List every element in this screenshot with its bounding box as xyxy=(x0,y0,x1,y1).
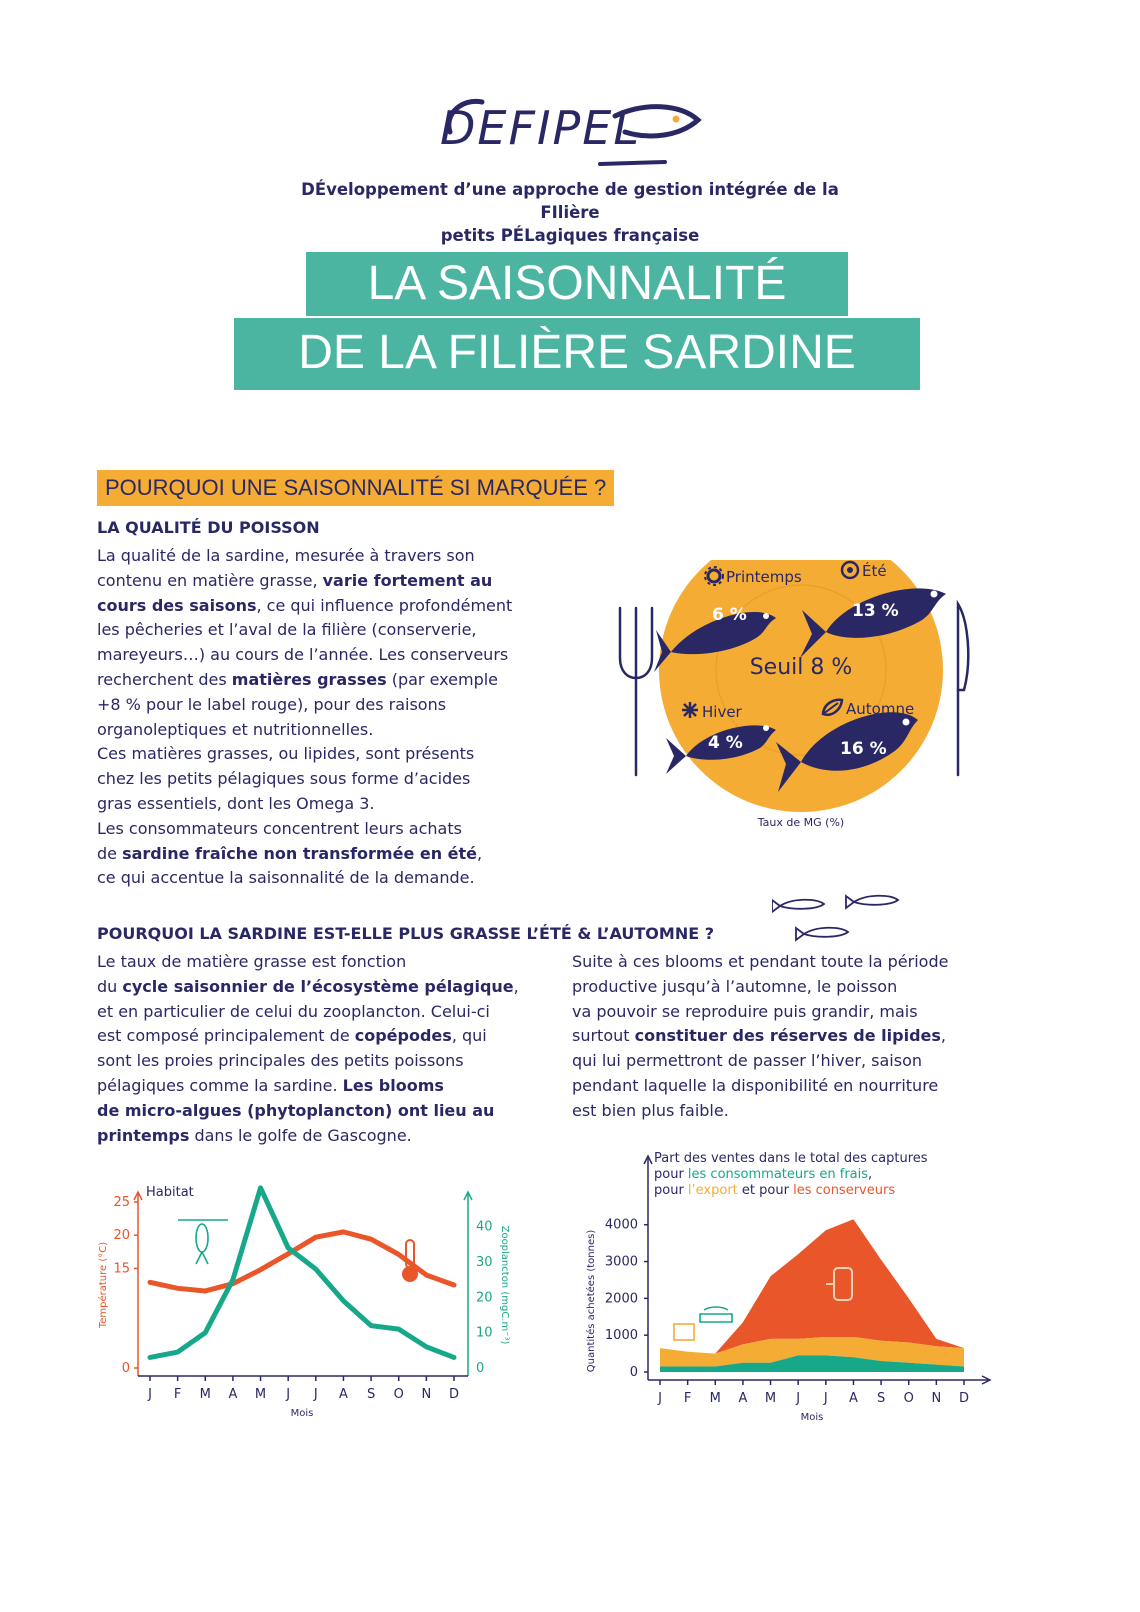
ecosystem-paragraph-bold-text: de micro-algues (phytoplancton) ont lieu au xyxy=(97,1100,495,1120)
ecosystem-paragraph-text: du xyxy=(97,976,123,996)
lipids-paragraph-line xyxy=(572,950,948,975)
quality-paragraph-text: La qualité de la sardine, mesurée à travers son xyxy=(97,546,475,565)
quality-paragraph-text: Les consommateurs concentrent leurs achats xyxy=(97,818,462,838)
lipids-paragraph-text: pendant laquelle la disponibilité en nourriture xyxy=(572,1075,939,1095)
page-title-line-2: DE LA FILIÈRE SARDINE xyxy=(234,318,920,390)
y-axis-label: Quantités achetées (tonnes) xyxy=(586,1229,597,1373)
x-tick-label: J xyxy=(148,1387,152,1402)
quality-paragraph-line xyxy=(97,792,512,817)
chart-title: Habitat xyxy=(146,1185,194,1200)
y-right-axis-label: Zooplancton (mgC.m⁻³) xyxy=(499,1225,510,1345)
quality-paragraph-text: , ce qui influence profondément xyxy=(256,595,513,615)
y-tick-label: 3000 xyxy=(604,1254,638,1270)
x-tick-label: A xyxy=(228,1387,238,1402)
y-tick-label: 25 xyxy=(113,1195,130,1210)
quality-paragraph-line xyxy=(97,693,512,718)
lipids-paragraph-line xyxy=(572,1024,948,1049)
quality-paragraph-bold-text: cours des saisons xyxy=(97,595,257,615)
x-tick-label: N xyxy=(421,1387,432,1402)
x-tick-label: A xyxy=(339,1387,348,1402)
quality-paragraph-line xyxy=(97,742,512,767)
season-printemps: Printemps xyxy=(726,568,802,586)
quality-paragraph-text: contenu en matière grasse, xyxy=(97,570,323,590)
lipids-paragraph-text: Suite à ces blooms et pendant toute la période xyxy=(572,952,949,971)
y-tick-label: 4000 xyxy=(604,1217,638,1233)
sales-chart xyxy=(580,1150,1020,1420)
quality-paragraph-text: ce qui accentue la saisonnalité de la demande. xyxy=(97,868,475,888)
quality-paragraph-line xyxy=(97,594,512,619)
quality-paragraph-bold-text: sardine fraîche non transformée en été xyxy=(122,843,478,863)
ecosystem-paragraph-line xyxy=(97,1074,519,1099)
x-tick-label: J xyxy=(658,1391,662,1406)
decorative-fish-icons xyxy=(772,890,932,946)
title-part: , xyxy=(868,1167,873,1182)
section-heading-why-fat: POURQUOI LA SARDINE EST-ELLE PLUS GRASSE L’ÉTÉ & L’AUTOMNE ? xyxy=(97,924,714,943)
quality-paragraph-text: mareyeurs…) au cours de l’année. Les conserveurs xyxy=(97,645,509,665)
knife-icon xyxy=(958,604,968,775)
x-tick-label: S xyxy=(876,1391,886,1406)
x-tick-label: J xyxy=(286,1387,291,1402)
title-part: les conserveurs xyxy=(793,1183,896,1198)
ecosystem-paragraph-line xyxy=(97,1000,519,1025)
y-tick-label: 0 xyxy=(121,1361,130,1376)
quality-paragraph-line xyxy=(97,643,512,668)
ecosystem-paragraph-text: , xyxy=(513,976,519,996)
paragraph-ecosystem xyxy=(97,950,519,1148)
ecosystem-paragraph-line xyxy=(97,1024,519,1049)
y-right-tick-label: 30 xyxy=(476,1255,493,1271)
ecosystem-paragraph-bold-text: copépodes xyxy=(354,1026,452,1046)
y-tick-label: 2000 xyxy=(604,1291,638,1307)
value-automne: 16 % xyxy=(840,739,887,759)
ecosystem-paragraph-text: et en particulier de celui du zooplancton. Celui-ci xyxy=(97,1001,490,1021)
ecosystem-paragraph-text: dans le golfe de Gascogne. xyxy=(189,1125,412,1145)
y-tick-label: 0 xyxy=(629,1365,638,1380)
value-ete: 13 % xyxy=(852,601,899,621)
ecosystem-paragraph-text: pélagiques comme la sardine. xyxy=(97,1075,343,1095)
x-tick-label: M xyxy=(254,1387,267,1402)
ecosystem-paragraph-text: est composé principalement de xyxy=(97,1026,355,1046)
ecosystem-paragraph-line xyxy=(97,1124,519,1149)
quality-paragraph-line xyxy=(97,842,512,867)
quality-paragraph-line xyxy=(97,866,512,891)
title-part: les consommateurs en frais xyxy=(687,1167,869,1182)
lipids-paragraph-bold-text: constituer des réserves de lipides xyxy=(634,1026,941,1046)
quality-paragraph-bold-text: varie fortement au xyxy=(322,570,493,590)
lipids-paragraph-text: qui lui permettront de passer l’hiver, saison xyxy=(572,1051,922,1071)
lipids-paragraph-line xyxy=(572,1099,948,1124)
x-tick-label: J xyxy=(796,1391,801,1406)
quality-paragraph-line xyxy=(97,618,512,643)
lipids-paragraph-line xyxy=(572,1074,948,1099)
quality-paragraph-line xyxy=(97,668,512,693)
ecosystem-paragraph-text: Le taux de matière grasse est fonction xyxy=(97,952,407,971)
paragraph-lipids xyxy=(572,950,948,1124)
lipids-paragraph-text: est bien plus faible. xyxy=(572,1100,729,1120)
ecosystem-paragraph-text: sont les proies principales des petits poissons xyxy=(97,1051,464,1071)
x-tick-label: O xyxy=(393,1387,404,1402)
lipids-paragraph-text: va pouvoir se reproduire puis grandir, mais xyxy=(572,1001,918,1021)
x-tick-label: D xyxy=(448,1387,460,1402)
quality-paragraph-text: de xyxy=(97,843,123,863)
lipids-paragraph-line xyxy=(572,1049,948,1074)
x-tick-label: J xyxy=(823,1391,828,1406)
title-part: et pour xyxy=(737,1183,794,1198)
x-tick-label: M xyxy=(764,1391,777,1406)
y-right-tick-label: 40 xyxy=(476,1219,493,1235)
quality-paragraph-line xyxy=(97,817,512,842)
subtitle-line-1: DÉveloppement d’une approche de gestion intégrée de la FIlière xyxy=(301,180,839,222)
x-tick-label: M xyxy=(709,1391,721,1406)
x-tick-label: A xyxy=(738,1391,748,1406)
area-series xyxy=(660,1219,964,1353)
page-title-line-1: LA SAISONNALITÉ xyxy=(306,252,848,316)
lipids-paragraph-line xyxy=(572,975,948,1000)
ecosystem-paragraph-line xyxy=(97,1099,519,1124)
ecosystem-paragraph-line xyxy=(97,950,519,975)
x-tick-label: F xyxy=(173,1387,182,1402)
x-axis-label: Mois xyxy=(800,1412,824,1420)
quality-paragraph-text: gras essentiels, dont les Omega 3. xyxy=(97,793,375,813)
y-tick-label: 1000 xyxy=(604,1328,638,1344)
chart-title-line-3 xyxy=(654,1183,895,1198)
chart-title: Part des ventes dans le total des captures xyxy=(654,1151,928,1166)
snowflake-icon xyxy=(682,702,698,718)
quality-paragraph-text: chez les petits pélagiques sous forme d’acides xyxy=(97,769,471,789)
quality-paragraph-text: Ces matières grasses, ou lipides, sont présents xyxy=(97,744,475,764)
fork-icon xyxy=(620,608,652,775)
value-printemps: 6 % xyxy=(712,605,747,625)
x-axis-label: Mois xyxy=(290,1408,314,1419)
lipids-paragraph-line xyxy=(572,1000,948,1025)
subtitle xyxy=(270,178,870,247)
quality-paragraph-text: recherchent des xyxy=(97,669,232,689)
x-tick-label: D xyxy=(958,1391,970,1406)
quality-paragraph-text: (par exemple xyxy=(386,669,499,689)
y-tick-label: 15 xyxy=(113,1261,130,1277)
defipel-logo xyxy=(440,92,702,170)
y-axis-label: Température (°C) xyxy=(98,1241,109,1329)
y-right-tick-label: 10 xyxy=(476,1325,493,1341)
quality-paragraph-line xyxy=(97,718,512,743)
quality-paragraph-line xyxy=(97,767,512,792)
section-heading-quality: LA QUALITÉ DU POISSON xyxy=(97,518,320,537)
ecosystem-paragraph-bold-text: printemps xyxy=(97,1125,190,1145)
ecosystem-paragraph-line xyxy=(97,1049,519,1074)
season-hiver: Hiver xyxy=(702,703,742,721)
x-tick-label: M xyxy=(199,1387,211,1402)
x-tick-label: S xyxy=(366,1387,376,1402)
paragraph-quality xyxy=(97,544,512,891)
season-automne: Automne xyxy=(846,700,915,718)
subtitle-line-2: petits PÉLagiques française xyxy=(440,226,700,245)
y-right-tick-label: 0 xyxy=(476,1361,485,1376)
lipids-paragraph-text: , xyxy=(940,1026,946,1046)
section-header: POURQUOI UNE SAISONNALITÉ SI MARQUÉE ? xyxy=(97,470,614,506)
quality-paragraph-text: , xyxy=(477,843,483,863)
x-tick-label: N xyxy=(931,1391,942,1406)
ecosystem-paragraph-line xyxy=(97,975,519,1000)
ecosystem-paragraph-text: , qui xyxy=(451,1026,487,1046)
quality-paragraph-text: +8 % pour le label rouge), pour des raisons xyxy=(97,694,447,714)
ecosystem-paragraph-bold-text: Les blooms xyxy=(342,1075,444,1095)
ecosystem-paragraph-bold-text: cycle saisonnier de l’écosystème pélagique xyxy=(122,976,514,996)
copepod-icon xyxy=(178,1220,228,1264)
y-tick-label: 20 xyxy=(113,1228,130,1244)
season-ete: Été xyxy=(862,562,887,580)
lipids-paragraph-text: productive jusqu’à l’automne, le poisson xyxy=(572,976,898,996)
quality-paragraph-line xyxy=(97,569,512,594)
quality-paragraph-text: les pêcheries et l’aval de la filière (conserverie, xyxy=(97,620,477,640)
habitat-chart xyxy=(88,1180,528,1420)
x-tick-label: J xyxy=(313,1387,318,1402)
plate-illustration xyxy=(616,560,1016,850)
chart-title-line-2 xyxy=(654,1167,872,1182)
title-part: pour xyxy=(654,1167,688,1182)
x-tick-label: F xyxy=(683,1391,692,1406)
lipids-paragraph-text: surtout xyxy=(572,1026,635,1046)
quality-paragraph-line xyxy=(97,544,512,569)
fish-basket-icon xyxy=(674,1307,732,1340)
title-part: pour xyxy=(654,1183,688,1198)
y-right-tick-label: 20 xyxy=(476,1290,493,1306)
quality-paragraph-bold-text: matières grasses xyxy=(231,669,387,689)
x-tick-label: O xyxy=(903,1391,914,1406)
quality-paragraph-text: organoleptiques et nutritionnelles. xyxy=(97,719,374,739)
x-tick-label: A xyxy=(849,1391,858,1406)
logo-text: DEFIPEL xyxy=(440,101,641,155)
title-part: l’export xyxy=(687,1183,738,1198)
value-hiver: 4 % xyxy=(708,733,743,753)
threshold-label: Seuil 8 % xyxy=(749,655,853,680)
plate-caption: Taux de MG (%) xyxy=(757,816,845,829)
